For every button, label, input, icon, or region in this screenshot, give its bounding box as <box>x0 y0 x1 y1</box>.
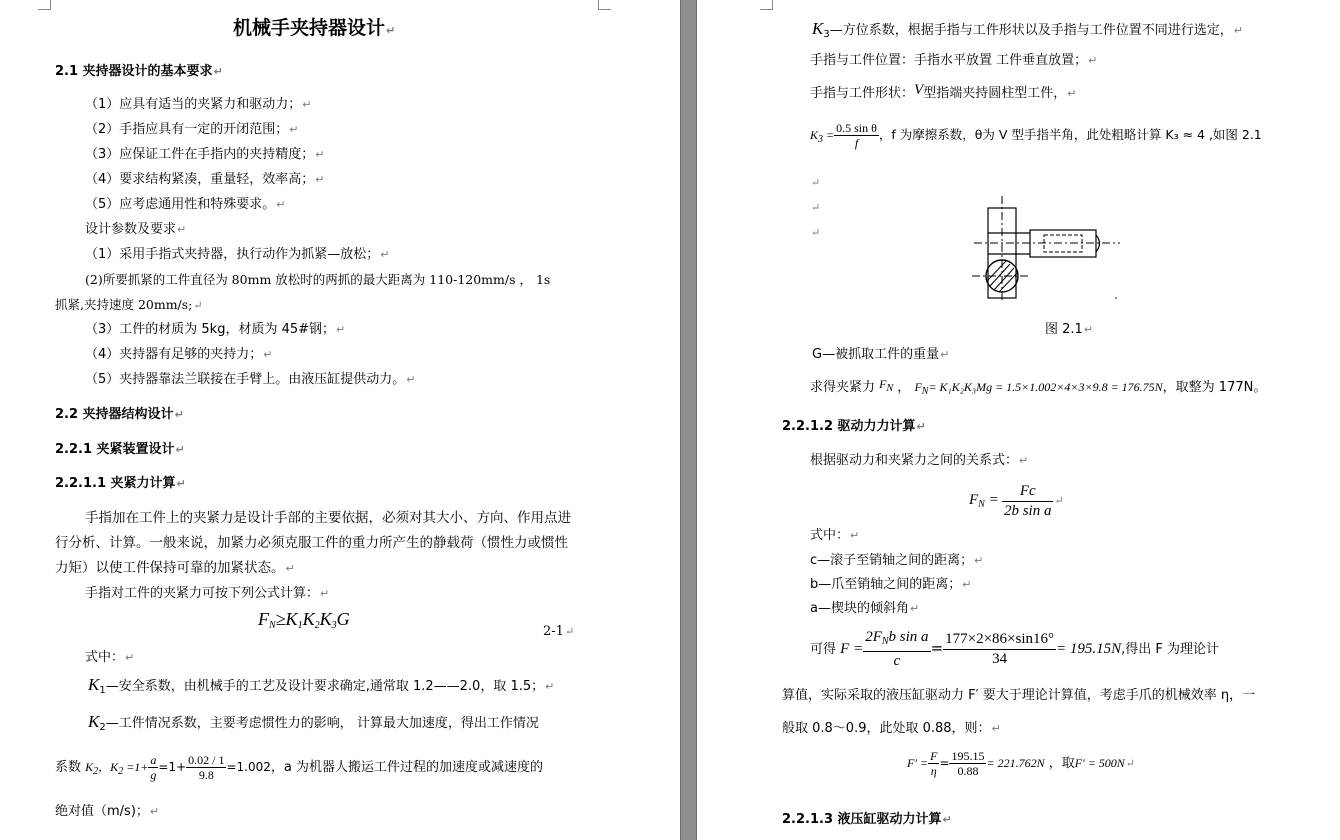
empty-paragraph-mark: ↵ <box>811 226 821 239</box>
heading-2-2-1: 2.2.1 夹紧装置设计↵ <box>55 442 185 457</box>
empty-paragraph-mark: ↵ <box>811 201 821 214</box>
margin-corner-mark <box>760 0 773 10</box>
margin-corner-mark <box>38 0 51 10</box>
body-paragraph: 算值，实际采取的液压缸驱动力 F′ 要大于理论计算值，考虑手爪的机械效率 η，一 <box>782 688 1256 703</box>
param-item: (2)所要抓紧的工件直径为 80mm 放松时的两抓的最大距离为 110-120mm/s ， 1s <box>85 272 551 287</box>
requirement-item: （5）应考虑通用性和特殊要求。↵ <box>85 197 286 212</box>
params-heading: 设计参数及要求↵ <box>85 222 187 237</box>
body-paragraph: 手指对工件的夹紧力可按下列公式计算：↵ <box>85 586 330 601</box>
fn-result-line: 求得夹紧力 $F_N$ ， $F_N= K_1K_2K_3Mg = 1.5\times 1.002\times 4\times 3\times 9.8 = 176.75N$，取整为 177N。 <box>810 377 1267 397</box>
body-paragraph: 行分析、计算。一般来说，加紧力必须克服工件的重力所产生的静载荷（惯性力或惯性 <box>55 535 568 551</box>
b-definition: b—爪至销轴之间的距离；↵ <box>810 577 972 592</box>
relation-text: 根据驱动力和夹紧力之间的关系式：↵ <box>810 453 1029 468</box>
body-paragraph: 手指加在工件上的夹紧力是设计手部的主要依据，必须对其大小、方向、作用点进 <box>85 510 571 526</box>
g-definition: G—被抓取工件的重量↵ <box>812 347 950 362</box>
figure-2-1-gripper-sketch <box>972 188 1122 303</box>
param-item: （1）采用手指式夹持器，执行动作为抓紧—放松；↵ <box>85 247 390 262</box>
requirement-item: （3）应保证工件在手指内的夹持精度；↵ <box>85 147 325 162</box>
requirement-item: （4）要求结构紧凑，重量轻，效率高；↵ <box>85 172 325 187</box>
c-definition: c—滚子至销轴之间的距离；↵ <box>810 553 984 568</box>
shape-text: 手指与工件形状：V型指端夹持圆柱型工件，↵ <box>810 82 1077 101</box>
heading-2-2-1-2: 2.2.1.2 驱动力力计算↵ <box>782 419 926 434</box>
param-item: （3）工件的材质为 5kg，材质为 45#钢；↵ <box>85 322 346 337</box>
k1-definition: $K_1—$安全系数，由机械手的工艺及设计要求确定,通常取 1.2——2.0，取 1.5；↵ <box>88 675 555 696</box>
position-text: 手指与工件位置：手指水平放置 工件垂直放置；↵ <box>810 53 1098 68</box>
k3-formula-line: $K_3$ = $\frac{\text{0.5 sin θ}}{f}$ ，f 为摩擦系数，θ为 V 型手指半角，此处粗略计算 K₃ ≈ 4 ,如图 2.1 <box>810 121 1262 150</box>
requirement-item: （2）手指应具有一定的开闭范围；↵ <box>85 122 299 137</box>
where-label: 式中：↵ <box>810 528 860 543</box>
param-item: （4）夹持器有足够的夹持力；↵ <box>85 347 273 362</box>
document-title: 机械手夹持器设计↵ <box>233 17 396 39</box>
param-item-cont: 抓紧,夹持速度 20mm/s;↵ <box>55 297 203 312</box>
heading-2-2-1-3: 2.2.1.3 液压缸驱动力计算↵ <box>782 812 952 827</box>
abs-value-line: 绝对值（m/s)；↵ <box>55 804 160 819</box>
formula-clamping-force: $F_N\ge K_1K_2K_3G$ <box>258 609 350 631</box>
formula-number: 2-1↵ <box>543 624 575 639</box>
k2-definition: $K_2—$工件情况系数，主要考虑惯性力的影响， 计算最大加速度，得出工作情况 <box>88 712 539 733</box>
param-item: （5）夹持器靠法兰联接在手臂上。由液压缸提供动力。↵ <box>85 372 416 387</box>
heading-2-2: 2.2 夹持器结构设计↵ <box>55 407 184 422</box>
k2-formula-line: 系数 $K_2$，$K_2 =1+$ $\frac{a}{g}$ =1+ $\frac{0.02 / 1}{9.8}$ =1.002，a 为机器人搬运工件过程的加速度或减速度的 <box>55 753 544 782</box>
formula-drive-force: $F_N$ = $\frac{Fc}{\text{2b sin a}}$ ↵ <box>969 482 1064 519</box>
document-page-right <box>697 0 1340 840</box>
actual-force-formula: F′ = $\frac{F}{\eta}$ = $\frac{195.15}{0.88}$ = 221.762N ，取F′ = 500N↵ <box>907 749 1136 778</box>
k3-definition: $K_3—$方位系数，根据手指与工件形状以及手指与工件位置不同进行选定，↵ <box>812 19 1243 40</box>
empty-paragraph-mark: ↵ <box>811 176 821 189</box>
body-paragraph: 般取 0.8～0.9，此处取 0.88，则：↵ <box>782 721 1001 736</box>
heading-2-1: 2.1 夹持器设计的基本要求↵ <box>55 64 223 79</box>
body-paragraph: 力矩）以使工件保持可靠的加紧状态。↵ <box>55 560 295 576</box>
figure-caption: 图 2.1↵ <box>1045 322 1094 337</box>
drive-force-result-line: 可得 F = $\frac{2F_Nb \sin a}{c}$ = $\frac{177\times 2\times 86\times\sin 16^\circ}{34}$ = 195.15N,得出 F 为理论计 <box>810 629 1220 669</box>
a-definition: a—楔块的倾斜角↵ <box>810 601 920 616</box>
heading-2-2-1-1: 2.2.1.1 夹紧力计算↵ <box>55 476 186 491</box>
where-label: 式中：↵ <box>85 650 135 665</box>
page-gap <box>680 0 697 840</box>
margin-corner-mark <box>598 0 611 10</box>
requirement-item: （1）应具有适当的夹紧力和驱动力；↵ <box>85 97 312 112</box>
